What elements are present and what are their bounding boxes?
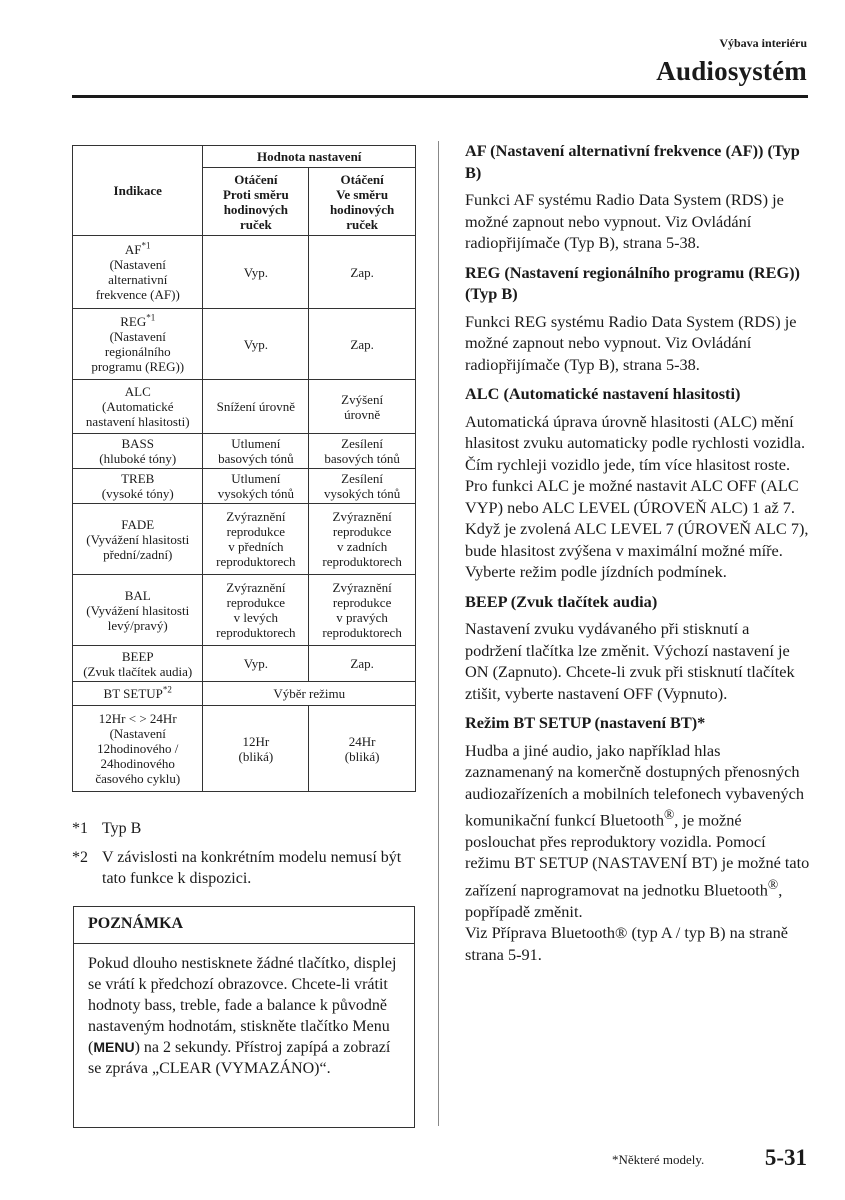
note-text: Pokud dlouho nestisknete žádné tlačítko, displej se vrátí k předchozí obrazovce. Chcete-li vrátit hodnoty bass, treble, fade a balance k původně nastaveným hodnotám, stiskněte tlačítko Menu (	[88, 955, 397, 1056]
value-cell-ccw	[203, 575, 309, 646]
footnote-ref: *1	[141, 240, 151, 251]
cell-line: programu (REG))	[91, 359, 185, 374]
cell-line: Zap.	[350, 264, 374, 280]
footnote	[72, 847, 422, 889]
indication-name: BAL	[124, 587, 151, 603]
cell-line: basových tónů	[324, 451, 400, 466]
value-cell-ccw	[203, 706, 309, 792]
cell-line: v předních	[228, 539, 284, 554]
cell-line: (Nastavení	[109, 257, 166, 272]
cell-line: (Vyvážení hlasitosti	[86, 602, 190, 618]
cell-line: (Zvuk tlačítek audia)	[83, 663, 193, 679]
value-cell-cw	[309, 309, 416, 380]
value-cell-cw	[309, 434, 416, 469]
af-heading: AF (Nastavení alternativní frekvence (AF)) (Typ B)	[465, 141, 800, 182]
cell-line: reprodukce	[226, 524, 286, 539]
table-row	[73, 309, 416, 380]
reg-text: Funkci REG systému Radio Data System (RDS) je možné zapnout nebo vypnout. Viz Ovládání radiopřijímače (Typ B), strana 5-38.	[465, 311, 797, 374]
bt-reference: Viz Příprava Bluetooth® (typ A / typ B) na straně strana 5-91.	[465, 923, 788, 964]
menu-button-label: MENU	[93, 1039, 135, 1055]
cell-line: Ve směru	[336, 186, 389, 202]
value-cell-cw	[309, 706, 416, 792]
cell-line: (vysoké tóny)	[101, 486, 174, 501]
alc-heading: ALC (Automatické nastavení hlasitosti)	[465, 384, 741, 403]
cell-line: Zvýraznění	[332, 580, 392, 595]
cell-line: Zap.	[350, 656, 374, 671]
cell-line: (Nastavení	[109, 726, 166, 741]
cell-line: Zvýraznění	[332, 509, 392, 524]
cell-line: 24hodinového	[100, 756, 175, 771]
page-title: Audiosystém	[656, 56, 807, 86]
cell-line: levý/pravý)	[107, 617, 168, 633]
cell-line: basových tónů	[218, 451, 294, 466]
table-row	[73, 380, 416, 434]
indication-name: FADE	[121, 516, 155, 532]
cell-line: vysokých tónů	[217, 486, 294, 501]
cell-line: reproduktorech	[216, 554, 296, 569]
cell-line: frekvence (AF))	[95, 287, 180, 302]
table-row	[73, 504, 416, 575]
cell-line: Otáčení	[234, 171, 278, 187]
footnote-mark: *1	[72, 820, 88, 837]
indication-name: REG	[120, 314, 147, 329]
registered-mark: ®	[767, 876, 779, 892]
indication-cell	[73, 706, 203, 792]
value-cell-ccw	[203, 434, 309, 469]
cell-line: 12Hr	[242, 733, 270, 749]
cell-line: v levých	[233, 610, 279, 625]
footnote-ref: *1	[146, 312, 156, 323]
cell-line: (Vyvážení hlasitosti	[86, 531, 190, 547]
section-title: Výbava interiéru	[719, 36, 807, 50]
table-row	[73, 236, 416, 309]
cell-line: Zvýšení	[341, 391, 384, 407]
settings-table	[72, 145, 416, 792]
cell-line: nastavení hlasitosti)	[85, 414, 190, 429]
table-row	[73, 646, 416, 682]
footnote-text: V závislosti na konkrétním modelu nemusí být tato funkce k dispozici.	[102, 849, 402, 887]
af-text: Funkci AF systému Radio Data System (RDS) je možné zapnout nebo vypnout. Viz Ovládání radiopřijímače (Typ B), strana 5-38.	[465, 190, 784, 252]
bt-heading: Režim BT SETUP (nastavení BT)*	[465, 713, 706, 732]
cell-line: Vyp.	[243, 656, 268, 671]
value-cell-ccw	[203, 504, 309, 575]
cell-line: Utlumení	[231, 471, 281, 486]
cell-line: ruček	[346, 216, 378, 232]
cell-line: Zvýraznění	[226, 580, 286, 595]
value-cell-cw	[309, 469, 416, 504]
value-cell-cw	[309, 646, 416, 682]
footnotes	[72, 818, 422, 897]
value-cell-ccw	[203, 646, 309, 682]
cell-line: Zesílení	[341, 471, 384, 486]
value-cell-cw	[309, 380, 416, 434]
indication-cell	[73, 236, 203, 309]
bt-text-part: , je možné poslouchat přes reproduktory vozidla. Pomocí režimu BT SETUP (NASTAVENÍ BT) je možné tato zařízení naprogramovat na jednotku Bluetooth	[465, 810, 810, 900]
table-row	[73, 575, 416, 646]
note-title: POZNÁMKA	[74, 907, 414, 944]
footer-note: *Některé modely.	[612, 1152, 705, 1167]
cell-line: Proti směru	[222, 186, 289, 202]
bt-text-part: Hudba a jiné audio, jako například hlas zaznamenaný na komerčně dostupných přenosných audiozařízeních a mobilních telefonech vybavených komunikační funkcí Bluetooth	[465, 740, 805, 830]
col-header-ccw	[203, 168, 309, 236]
reg-heading: REG (Nastavení regionálního programu (REG)) (Typ B)	[465, 262, 800, 303]
cell-line: Vyp.	[243, 336, 268, 352]
indication-cell	[73, 646, 203, 682]
cell-line: Snížení úrovně	[216, 399, 296, 414]
bt-text	[465, 740, 810, 966]
indication-name: 12Hr < > 24Hr	[98, 711, 177, 726]
cell-line: časového cyklu)	[95, 771, 181, 786]
cell-line: alternativní	[108, 272, 168, 287]
cell-line: reproduktorech	[322, 554, 402, 569]
table-row	[73, 434, 416, 469]
cell-line: reproduktorech	[216, 625, 296, 640]
footnote-mark: *2	[72, 849, 88, 866]
cell-line: Zap.	[350, 336, 374, 352]
indication-name: ALC	[124, 384, 151, 399]
cell-line: vysokých tónů	[324, 486, 401, 501]
cell-line: Zvýraznění	[226, 509, 286, 524]
value-cell-ccw	[203, 309, 309, 380]
cell-line: úrovně	[344, 406, 381, 422]
cell-line: reproduktorech	[322, 625, 402, 640]
cell-line: (Automatické	[101, 399, 174, 414]
cell-line: (bliká)	[238, 748, 274, 764]
indication-name: BT SETUP	[103, 686, 163, 701]
cell-line: hodinových	[223, 201, 288, 217]
cell-line: reprodukce	[332, 524, 392, 539]
indication-name: BEEP	[121, 648, 154, 664]
registered-mark: ®	[663, 807, 675, 822]
cell-line: Zesílení	[341, 436, 384, 451]
indication-cell	[73, 309, 203, 380]
footnote-text: Typ B	[102, 820, 142, 837]
cell-line: 12hodinového /	[97, 741, 179, 756]
indication-cell	[73, 380, 203, 434]
cell-line: reprodukce	[332, 595, 392, 610]
indication-cell	[73, 504, 203, 575]
cell-line: Vyp.	[243, 264, 268, 280]
cell-line: reprodukce	[226, 595, 286, 610]
beep-text: Nastavení zvuku vydávaného při stisknutí a podržení tlačítka lze změnit. Výchozí nastavení je ON (Zapnuto). Chcete-li zvuk při stisknutí tlačítek ztišit, vyberte nastavení OFF (Vypnuto).	[465, 619, 795, 703]
indication-name: AF	[124, 242, 142, 257]
value-cell-cw	[309, 236, 416, 309]
col-header-indikace: Indikace	[73, 146, 203, 236]
bt-text-part: , popřípadě změnit.	[465, 880, 783, 921]
cell-line: Utlumení	[231, 436, 281, 451]
value-cell: Výběr režimu	[203, 682, 416, 706]
footnote	[72, 818, 422, 839]
cell-line: (bliká)	[344, 748, 380, 764]
note-text-end: ) na 2 sekundy. Přístroj zapípá a zobrazí se zpráva „CLEAR (VYMAZÁNO)“.	[88, 1039, 391, 1077]
cell-line: (Nastavení	[109, 329, 166, 344]
value-cell-ccw	[203, 236, 309, 309]
indication-cell	[73, 469, 203, 504]
table-row	[73, 469, 416, 504]
header-rule	[72, 95, 808, 98]
cell-line: 24Hr	[348, 733, 376, 749]
cell-line: regionálního	[104, 344, 171, 359]
page-number: 5-31	[764, 1145, 807, 1170]
table-row	[73, 682, 416, 706]
alc-text: Automatická úprava úrovně hlasitosti (ALC) mění hlasitost zvuku automaticky podle rychlosti vozidla. Čím rychleji vozidlo jede, tím více hlasitost roste. Pro funkci ALC je možné nastavit ALC OFF (ALC VYP) nebo ALC LEVEL (ÚROVEŇ ALC) 1 až 7. Když je zvolená ALC LEVEL 7 (ÚROVEŇ ALC 7), bude hlasitost zvýšena v maximální možné míře. Vyberte režim podle jízdních podmínek.	[465, 411, 809, 581]
indication-name: TREB	[121, 471, 155, 486]
value-cell-ccw	[203, 380, 309, 434]
cell-line: v zadních	[337, 539, 388, 554]
footnote-ref: *2	[162, 684, 172, 695]
indication-name: BASS	[121, 436, 154, 451]
value-cell-ccw	[203, 469, 309, 504]
indication-cell	[73, 682, 203, 706]
note-box	[73, 906, 415, 1128]
note-body	[88, 953, 404, 1079]
column-divider	[438, 141, 439, 1126]
cell-line: ruček	[239, 216, 272, 232]
col-header-hodnota: Hodnota nastavení	[203, 146, 416, 168]
indication-cell	[73, 575, 203, 646]
cell-line: přední/zadní)	[103, 546, 173, 562]
indication-cell	[73, 434, 203, 469]
value-cell-cw	[309, 575, 416, 646]
cell-line: hodinových	[329, 201, 395, 217]
cell-line: Otáčení	[340, 171, 384, 187]
col-header-cw	[309, 168, 416, 236]
cell-line: v pravých	[336, 610, 388, 625]
table-row	[73, 706, 416, 792]
value-cell-cw	[309, 504, 416, 575]
cell-line: (hluboké tóny)	[99, 451, 177, 466]
beep-heading: BEEP (Zvuk tlačítek audia)	[465, 591, 658, 611]
right-column	[465, 140, 810, 971]
